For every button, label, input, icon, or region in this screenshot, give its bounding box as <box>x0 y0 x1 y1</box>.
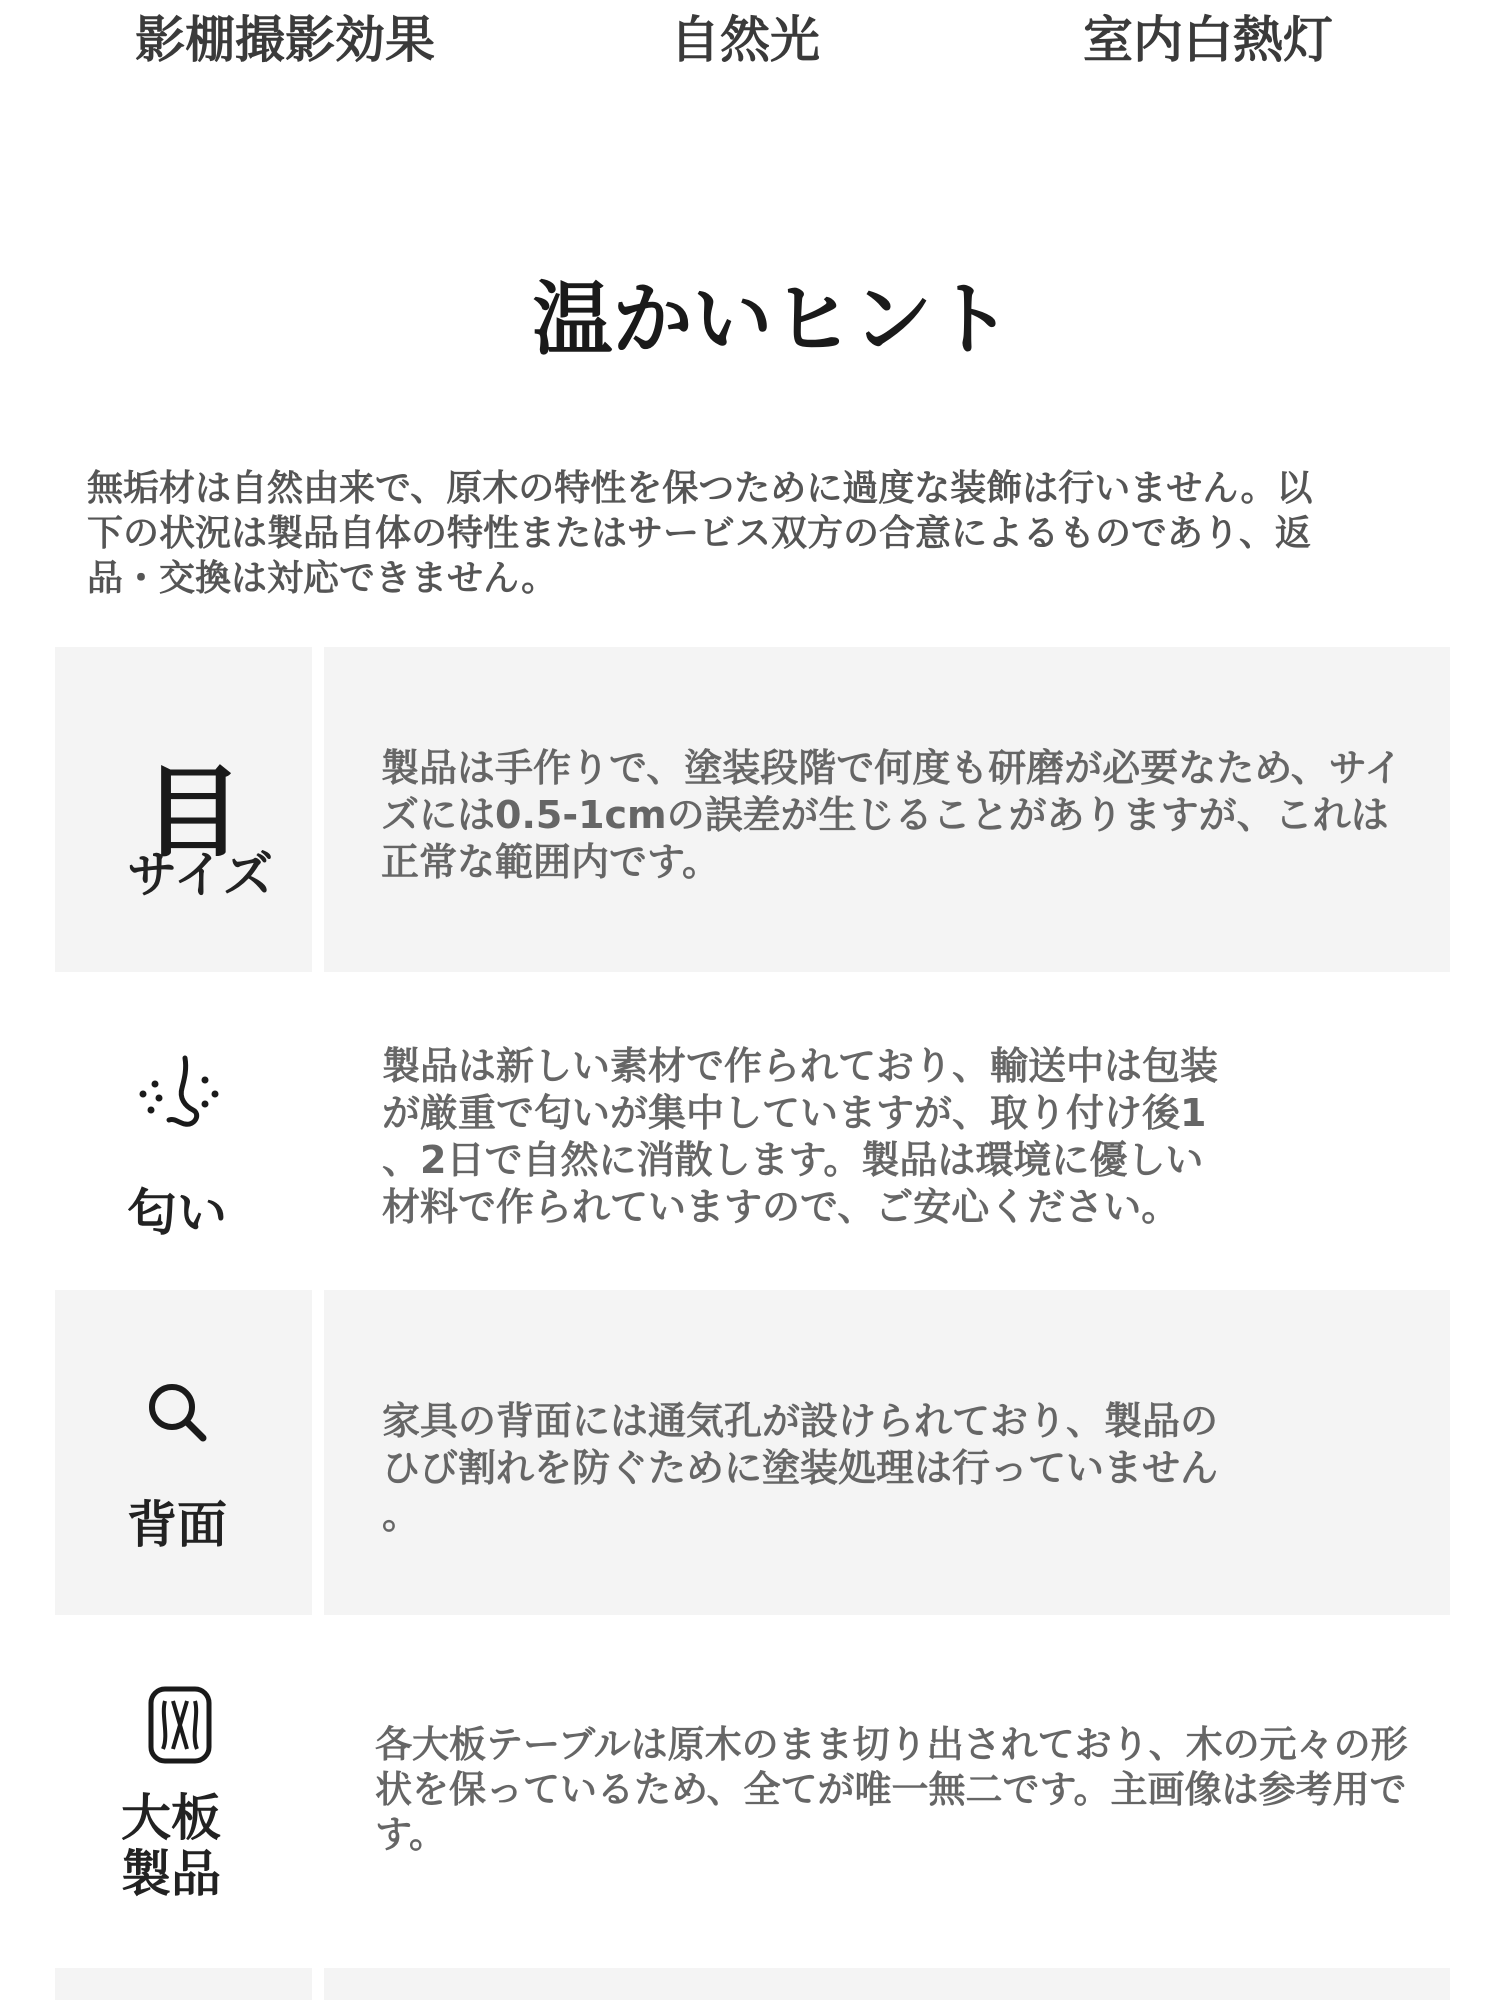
tip-description <box>382 1043 1218 1231</box>
tip-description <box>382 1398 1218 1539</box>
tip-label <box>121 1790 221 1902</box>
lighting-caption-studio: 影棚撮影効果 <box>135 11 435 69</box>
tip-line: 製品は新しい素材で作られており、輸送中は包装 <box>382 1044 1219 1088</box>
wood-slab-icon <box>147 1685 213 1765</box>
tip-row-next <box>55 1968 1450 2000</box>
tip-line: ズには0.5-1cmの誤差が生じることがありますが、これは <box>381 793 1389 837</box>
tip-line: 材料で作られていますので、ご安心ください。 <box>382 1185 1180 1229</box>
tip-row-smell <box>55 1000 1450 1270</box>
tip-label-cell <box>55 647 312 972</box>
lighting-caption-natural: 自然光 <box>670 11 820 69</box>
tip-line: 製品は手作りで、塗装段階で何度も研磨が必要なため、サイ <box>381 746 1403 790</box>
tip-label-line: 大板 <box>121 1789 221 1847</box>
tip-description-cell <box>324 1290 1450 1615</box>
tip-line: 。 <box>382 1493 421 1537</box>
tip-line: が厳重で匂いが集中していますが、取り付け後1 <box>382 1091 1207 1135</box>
tip-description-cell <box>324 1640 1450 1960</box>
tip-label-cell <box>55 1640 312 1960</box>
lighting-caption-incandescent: 室内白熱灯 <box>1083 11 1333 69</box>
page-title: 温かいヒント <box>532 273 1013 366</box>
tip-description <box>375 1722 1408 1857</box>
eye-icon: 目 <box>143 754 243 871</box>
tip-line: ひび割れを防ぐために塗装処理は行っていません <box>382 1446 1219 1490</box>
tip-label-cell <box>55 1290 312 1615</box>
tip-line: 家具の背面には通気孔が設けられており、製品の <box>382 1399 1219 1443</box>
tip-line: 各大板テーブルは原木のまま切り出されており、木の元々の形 <box>375 1723 1408 1766</box>
tip-label-line: 製品 <box>121 1845 221 1903</box>
tip-label: サイズ <box>127 846 273 904</box>
tip-label: 背面 <box>127 1496 227 1554</box>
tip-line: 正常な範囲内です。 <box>381 840 720 884</box>
tip-label: 匂い <box>127 1184 227 1242</box>
tip-line: す。 <box>375 1813 447 1856</box>
tip-label-cell <box>55 1968 312 2000</box>
magnifier-icon <box>145 1380 209 1444</box>
tip-line: 状を保っているため、全てが唯一無二です。主画像は参考用で <box>375 1768 1407 1811</box>
tip-description-cell <box>324 647 1450 972</box>
tip-row-slab <box>55 1640 1450 1960</box>
intro-paragraph <box>87 466 1417 601</box>
intro-line: 無垢材は自然由来で、原木の特性を保つために過度な装飾は行いません。以 <box>87 468 1313 509</box>
tip-row-size <box>55 647 1450 972</box>
nose-icon <box>135 1054 225 1138</box>
tip-description-cell <box>324 1968 1450 2000</box>
intro-line: 品・交換は対応できません。 <box>87 558 558 599</box>
intro-line: 下の状況は製品自体の特性またはサービス双方の合意によるものであり、返 <box>87 513 1312 554</box>
tip-description-cell <box>324 1000 1450 1270</box>
tip-line: 、2日で自然に消散します。製品は環境に優しい <box>382 1138 1204 1182</box>
tip-description <box>381 745 1402 886</box>
tip-row-back <box>55 1290 1450 1615</box>
tip-label-cell <box>55 1000 312 1270</box>
